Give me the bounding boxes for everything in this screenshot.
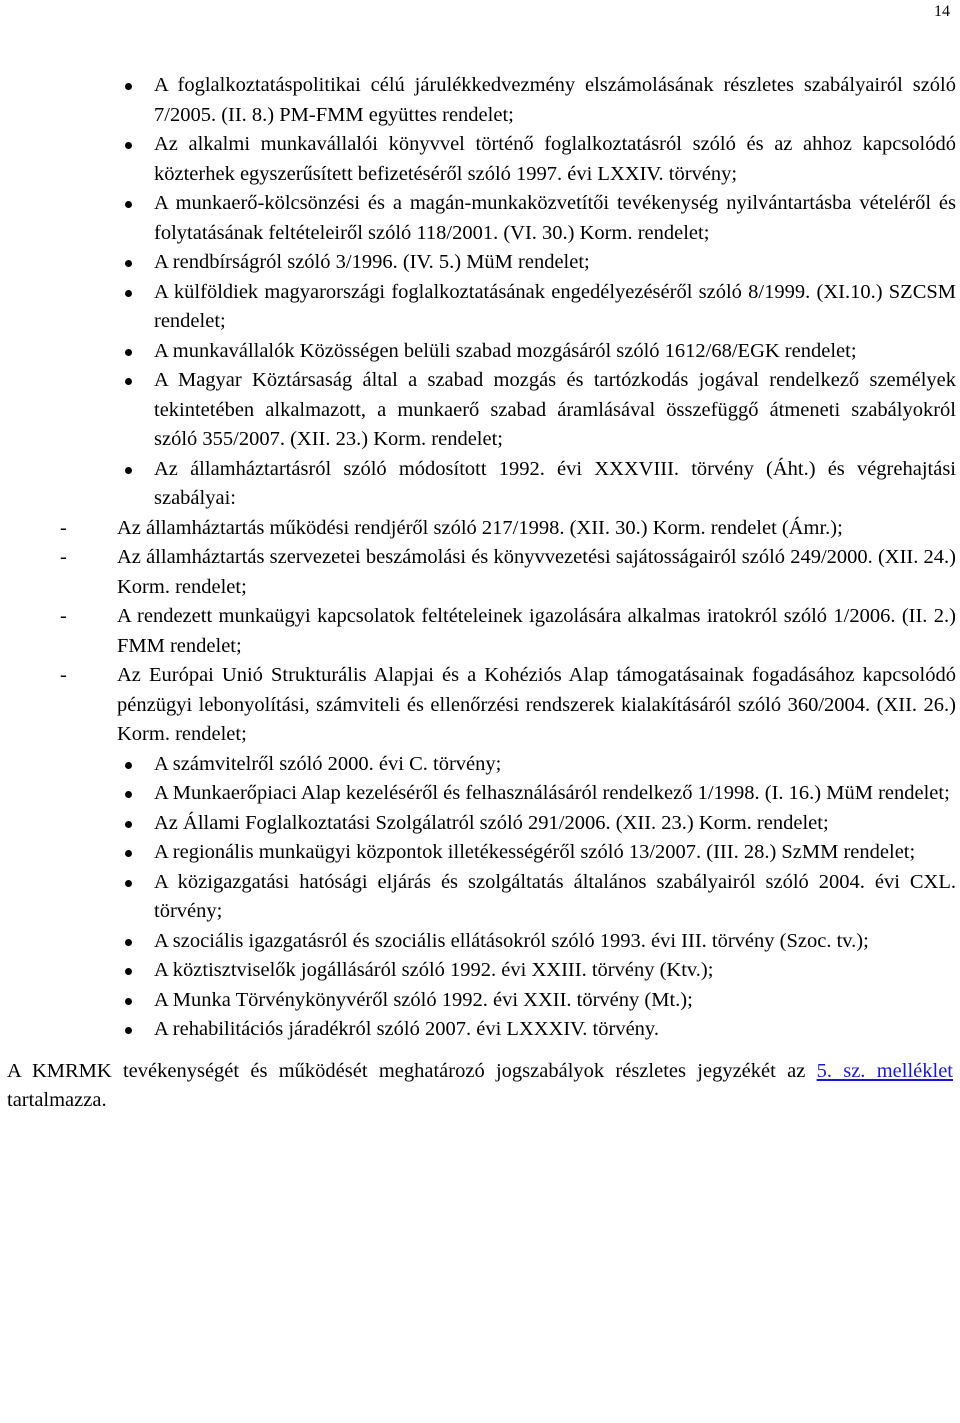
dash-marker: - [60,664,67,686]
list-item [60,71,956,130]
list-item [60,838,956,868]
dash-marker: - [60,516,67,539]
list-item [60,809,956,839]
list-item [60,927,956,957]
bullet-list-bottom [60,750,956,1045]
list-item-text: A számvitelről szóló 2000. évi C. törvény; [154,752,502,775]
list-item-text: A Munka Törvénykönyvéről szóló 1992. évi XXII. törvény (Mt.); [154,988,693,1011]
dash-marker: - [60,546,67,568]
list-item-text: A rehabilitációs járadékról szóló 2007. évi LXXXIV. törvény. [154,1018,659,1040]
list-item-text: Az Állami Foglalkoztatási Szolgálatról szóló 291/2006. (XII. 23.) Korm. rendelet; [154,811,829,834]
dash-item-text: Az államháztartás szervezetei beszámolási és könyvvezetési sajátosságairól szóló 249/2000. (XII. 24.) Korm. rendelet; [117,546,956,598]
closing-text: A KMRMK tevékenységét és működését meghatározó jogszabályok részletes jegyzékét az [7,1059,817,1082]
bullet-list-top [60,71,956,514]
list-item [60,366,956,455]
annex-link[interactable]: 5. sz. melléklet [816,1059,953,1082]
list-item-text: A munkaerő-kölcsönzési és a magán-munkaközvetítői tevékenység nyilvántartásba vételéről és folytatásának feltételeiről szóló 118/2001. (VI. 30.) Korm. rendelet; [154,192,956,244]
dash-marker: - [60,605,67,627]
list-item-text: A munkavállalók Közösségen belüli szabad mozgásáról szóló 1612/68/EGK rendelet; [154,339,857,362]
list-item [60,956,956,986]
closing-text-end: tartalmazza. [7,1089,107,1111]
dash-list-item [60,514,956,544]
list-item-text: A regionális munkaügyi központok illetékességéről szóló 13/2007. (III. 28.) SzMM rendelet; [154,841,916,863]
list-item-text: A közigazgatási hatósági eljárás és szolgáltatás általános szabályairól szóló 2004. évi CXL. törvény; [154,870,956,922]
list-item-text: Az alkalmi munkavállalói könyvvel történő foglalkoztatásról szóló és az ahhoz kapcsolódó közterhek egyszerűsített befizetéséről szóló 1997. évi LXXIV. törvény; [154,133,956,185]
list-item [60,189,956,248]
list-item [60,750,956,780]
list-item [60,868,956,927]
list-item-text: A rendbírságról szóló 3/1996. (IV. 5.) MüM rendelet; [154,251,590,273]
dash-item-text: Az Európai Unió Strukturális Alapjai és a Kohéziós Alap támogatásainak fogadásához kapcsolódó pénzügyi lebonyolítási, számviteli és ellenőrzési rendszerek kialakításáról szóló 360/2004. (XII. 26.) Korm. rendelet; [117,664,956,745]
list-item-text: A köztisztviselők jogállásáról szóló 1992. évi XXIII. törvény (Ktv.); [154,959,714,981]
dash-list [60,514,956,750]
list-item [60,1015,956,1045]
page-number: 14 [934,3,950,20]
list-item [60,130,956,189]
closing-paragraph [7,1057,953,1116]
list-item [60,248,956,278]
list-item-text: A Magyar Köztársaság által a szabad mozgás és tartózkodás jogával rendelkező személyek tekintetében alkalmazott, a munkaerő szabad áramlásával összefüggő átmeneti szabályokról szóló 355/2007. (XII. 23.) Korm. rendelet; [154,369,956,450]
list-item [60,278,956,337]
list-item [60,779,956,809]
document-body [7,71,956,1136]
list-item-text: Az államháztartásról szóló módosított 1992. évi XXXVIII. törvény (Áht.) és végrehajtási szabályai: [154,457,956,509]
list-item [60,455,956,514]
list-item [60,337,956,367]
list-item-text: A szociális igazgatásról és szociális ellátásokról szóló 1993. évi III. törvény (Szoc. tv.); [154,929,869,952]
list-item-text: A Munkaerőpiaci Alap kezeléséről és felhasználásáról rendelkező 1/1998. (I. 16.) MüM rendelet; [154,782,950,804]
dash-list-item [60,543,956,602]
dash-item-text: A rendezett munkaügyi kapcsolatok feltételeinek igazolására alkalmas iratokról szóló 1/2006. (II. 2.) FMM rendelet; [117,605,956,657]
list-item-text: A foglalkoztatáspolitikai célú járulékkedvezmény elszámolásának részletes szabályairól szóló 7/2005. (II. 8.) PM-FMM együttes rendelet; [154,74,956,126]
list-item [60,986,956,1016]
dash-list-item [60,661,956,750]
dash-list-item [60,602,956,661]
dash-item-text: Az államháztartás működési rendjéről szóló 217/1998. (XII. 30.) Korm. rendelet (Ámr.); [117,516,843,539]
list-item-text: A külföldiek magyarországi foglalkoztatásának engedélyezéséről szóló 8/1999. (XI.10.) SZCSM rendelet; [154,280,956,332]
